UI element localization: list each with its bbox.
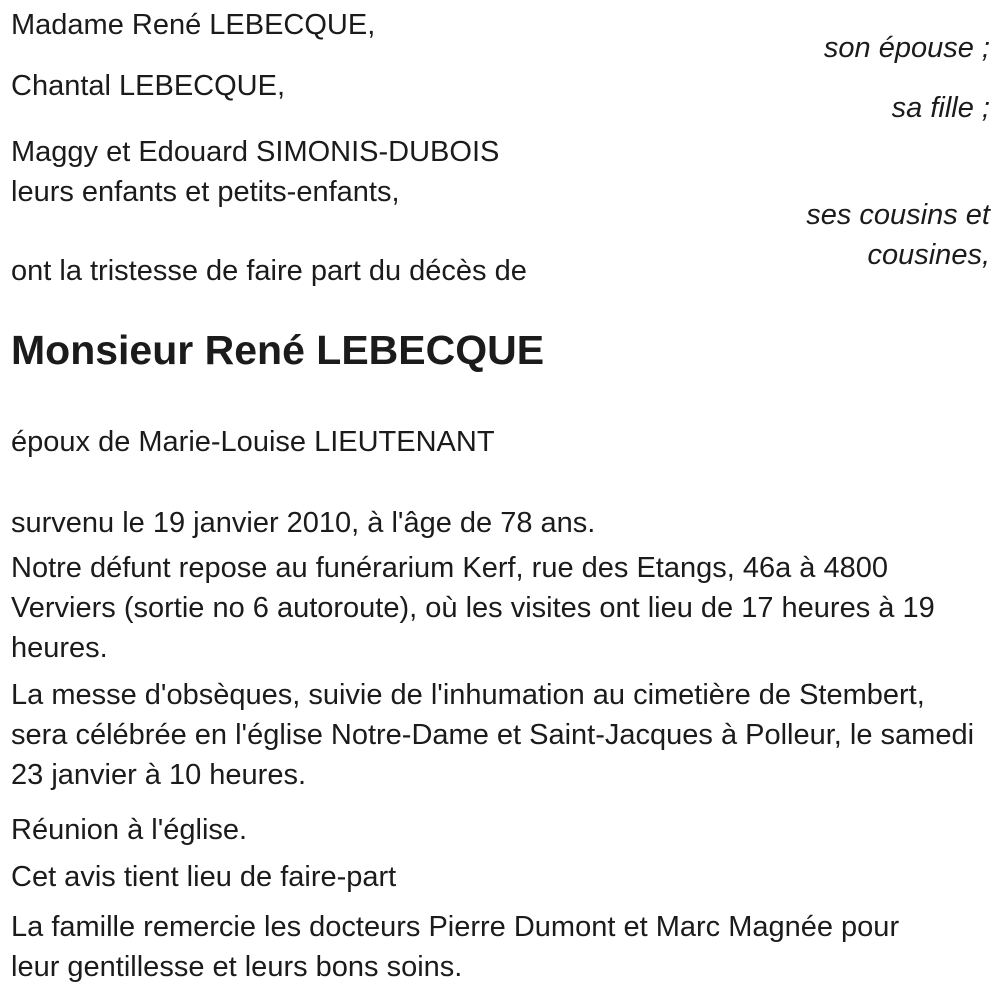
relation-daughter: sa fille ; (891, 92, 990, 124)
mourner-name-cousins-line1: Maggy et Edouard SIMONIS-DUBOIS (11, 136, 500, 168)
mourner-name-wife: Madame René LEBECQUE, (11, 9, 376, 41)
mourner-name-cousins-line2: leurs enfants et petits-enfants, (11, 176, 400, 208)
mass-line-2: sera célébrée en l'église Notre-Dame et Saint-Jacques à Polleur, le samedi (11, 719, 975, 751)
mourner-name-daughter: Chantal LEBECQUE, (11, 70, 286, 102)
death-date-line: survenu le 19 janvier 2010, à l'âge de 78 ans. (11, 507, 596, 539)
mass-paragraph (11, 675, 974, 795)
thanks-line-1: La famille remercie les docteurs Pierre Dumont et Marc Magnée pour (11, 911, 900, 943)
mass-line-3: 23 janvier à 10 heures. (11, 759, 307, 791)
thanks-line-2: leur gentillesse et leurs bons soins. (11, 951, 463, 983)
relation-wife: son épouse ; (823, 32, 990, 64)
mass-line-1: La messe d'obsèques, suivie de l'inhumation au cimetière de Stembert, (11, 679, 925, 711)
deceased-name-title: Monsieur René LEBECQUE (11, 327, 545, 373)
announcement-line: ont la tristesse de faire part du décès de (11, 255, 527, 287)
repose-paragraph (11, 548, 935, 668)
thanks-paragraph (11, 907, 899, 987)
reunion-line: Réunion à l'église. (11, 814, 248, 846)
avis-line: Cet avis tient lieu de faire-part (11, 861, 397, 893)
repose-line-2: Verviers (sortie no 6 autoroute), où les visites ont lieu de 17 heures à 19 (11, 592, 935, 624)
spouse-line: époux de Marie-Louise LIEUTENANT (11, 426, 495, 458)
repose-line-3: heures. (11, 632, 108, 664)
relation-cousins: ses cousins et cousines, (806, 199, 990, 271)
repose-line-1: Notre défunt repose au funérarium Kerf, rue des Etangs, 46a à 4800 (11, 552, 888, 584)
